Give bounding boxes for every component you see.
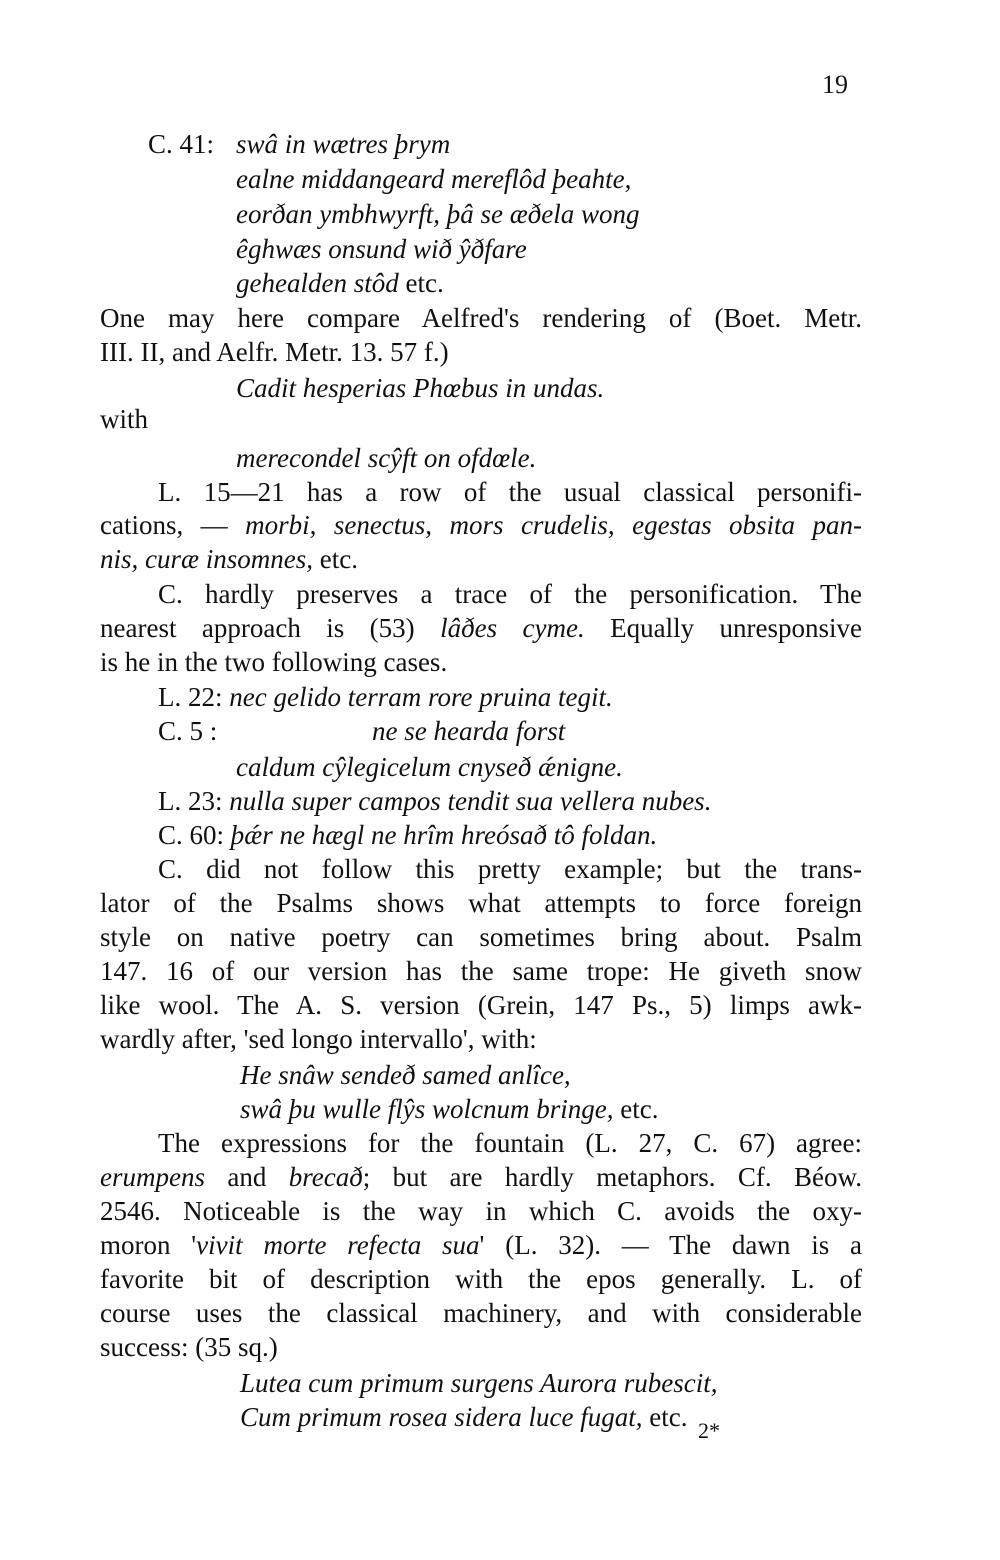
text-line: course uses the classical machinery, and with considerable <box>100 1298 862 1328</box>
text-span: etc. <box>642 1402 688 1432</box>
text-line <box>100 542 358 576</box>
text-line: success: (35 sq.) <box>100 1332 278 1362</box>
italic-text: vivit morte refecta sua <box>196 1230 480 1260</box>
text-line: III. II, and Aelfr. Metr. 13. 57 f.) <box>100 337 449 367</box>
citation-label: C. 60: <box>158 820 231 850</box>
verse-text: eorðan ymbhwyrft, þâ se æðela wong <box>236 199 640 229</box>
text-line: wardly after, 'sed longo intervallo', with: <box>100 1024 537 1054</box>
text-span: etc. <box>613 1094 659 1124</box>
verse-text: caldum cŷlegicelum cnyseð ǽnigne. <box>236 752 623 782</box>
verse-line <box>240 1366 718 1400</box>
verse-line <box>372 714 565 748</box>
italic-text: þǽr ne hægl ne hrîm hreósað tô foldan. <box>230 820 658 850</box>
citation-label: L. 23: <box>158 786 230 816</box>
verse-text: He snâw sendeð samed anlîce, <box>240 1060 571 1090</box>
text-span: nearest approach is (53) <box>100 613 441 643</box>
verse-text: êghwæs onsund wið ŷðfare <box>236 234 527 264</box>
citation-label: C. 5 : <box>158 716 218 746</box>
page-number: 19 <box>822 70 848 99</box>
verse-text: ne se hearda forst <box>372 716 566 746</box>
verse-text: Cadit hesperias Phœbus in undas. <box>236 373 605 403</box>
text-span: ; but are hardly metaphors. Cf. Béow. <box>362 1162 863 1192</box>
text-line: One may here compare Aelfred's rendering of (Boet. Metr. <box>100 303 862 333</box>
text-line: L. 15—21 has a row of the usual classical personifi- <box>158 477 862 507</box>
text-line <box>100 1160 862 1194</box>
italic-text: nis, curæ insomnes, <box>100 544 314 574</box>
verse-text: Lutea cum primum surgens Aurora rubescit, <box>240 1368 718 1398</box>
italic-text: erumpens <box>100 1162 205 1192</box>
italic-text: nulla super campos tendit sua vellera nubes. <box>229 786 712 816</box>
text-span: etc. <box>313 544 358 574</box>
text-line <box>158 818 657 852</box>
text-line <box>148 127 214 161</box>
text-span: Equally unresponsive <box>584 613 862 643</box>
verse-text: ealne middangeard mereflôd þeahte, <box>236 164 632 194</box>
text-span: ' (L. 32). — The dawn is a <box>479 1230 862 1260</box>
verse-text: merecondel scŷft on ofdœle. <box>236 443 537 473</box>
text-span: etc. <box>398 268 444 298</box>
text-line: 147. 16 of our version has the same trope: He giveth snow <box>100 956 862 986</box>
text-line: C. did not follow this pretty example; but the trans- <box>158 854 862 884</box>
citation-label: L. 22: <box>158 682 230 712</box>
text-line <box>158 784 711 818</box>
italic-text: morbi, senectus, mors crudelis, egestas obsita pan- <box>245 510 862 540</box>
verse-line <box>236 197 639 231</box>
italic-text: lâðes cyme. <box>440 613 585 643</box>
text-line: C. hardly preserves a trace of the personification. The <box>158 579 862 609</box>
text-span: cations, — <box>100 510 246 540</box>
text-line: is he in the two following cases. <box>100 647 448 677</box>
text-line: favorite bit of description with the epos generally. L. of <box>100 1264 862 1294</box>
text-line <box>100 611 862 645</box>
italic-text: nec gelido terram rore pruina tegit. <box>229 682 613 712</box>
verse-line <box>236 232 527 266</box>
verse-line <box>236 371 604 405</box>
verse-line <box>236 127 450 161</box>
text-line <box>158 680 613 714</box>
italic-text: brecað <box>288 1162 363 1192</box>
text-line: The expressions for the fountain (L. 27, C. 67) agree: <box>158 1128 862 1158</box>
verse-line <box>236 162 631 196</box>
verse-line <box>236 441 536 475</box>
text-line: lator of the Psalms shows what attempts to force foreign <box>100 888 862 918</box>
text-line: like wool. The A. S. version (Grein, 147 Ps., 5) limps awk- <box>100 990 862 1020</box>
verse-text: gehealden stôd <box>236 268 399 298</box>
verse-line <box>236 266 444 300</box>
signature-mark: 2* <box>698 1418 720 1443</box>
verse-line <box>240 1058 571 1092</box>
verse-text: swâ þu wulle flŷs wolcnum bringe, <box>240 1094 614 1124</box>
verse-line <box>236 750 623 784</box>
text-span: and <box>204 1162 289 1192</box>
text-line: style on native poetry can sometimes bring about. Psalm <box>100 922 862 952</box>
verse-text: Cum primum rosea sidera luce fugat, <box>240 1402 643 1432</box>
text-line: 2546. Noticeable is the way in which C. avoids the oxy- <box>100 1196 862 1226</box>
verse-line <box>240 1400 687 1434</box>
text-line: with <box>100 404 149 434</box>
text-line <box>158 714 217 748</box>
text-line <box>100 508 862 542</box>
citation-label: C. 41: <box>148 129 215 159</box>
verse-line <box>240 1092 658 1126</box>
verse-text: swâ in wætres þrym <box>236 129 451 159</box>
text-span: moron ' <box>100 1230 197 1260</box>
text-line <box>100 1228 862 1262</box>
